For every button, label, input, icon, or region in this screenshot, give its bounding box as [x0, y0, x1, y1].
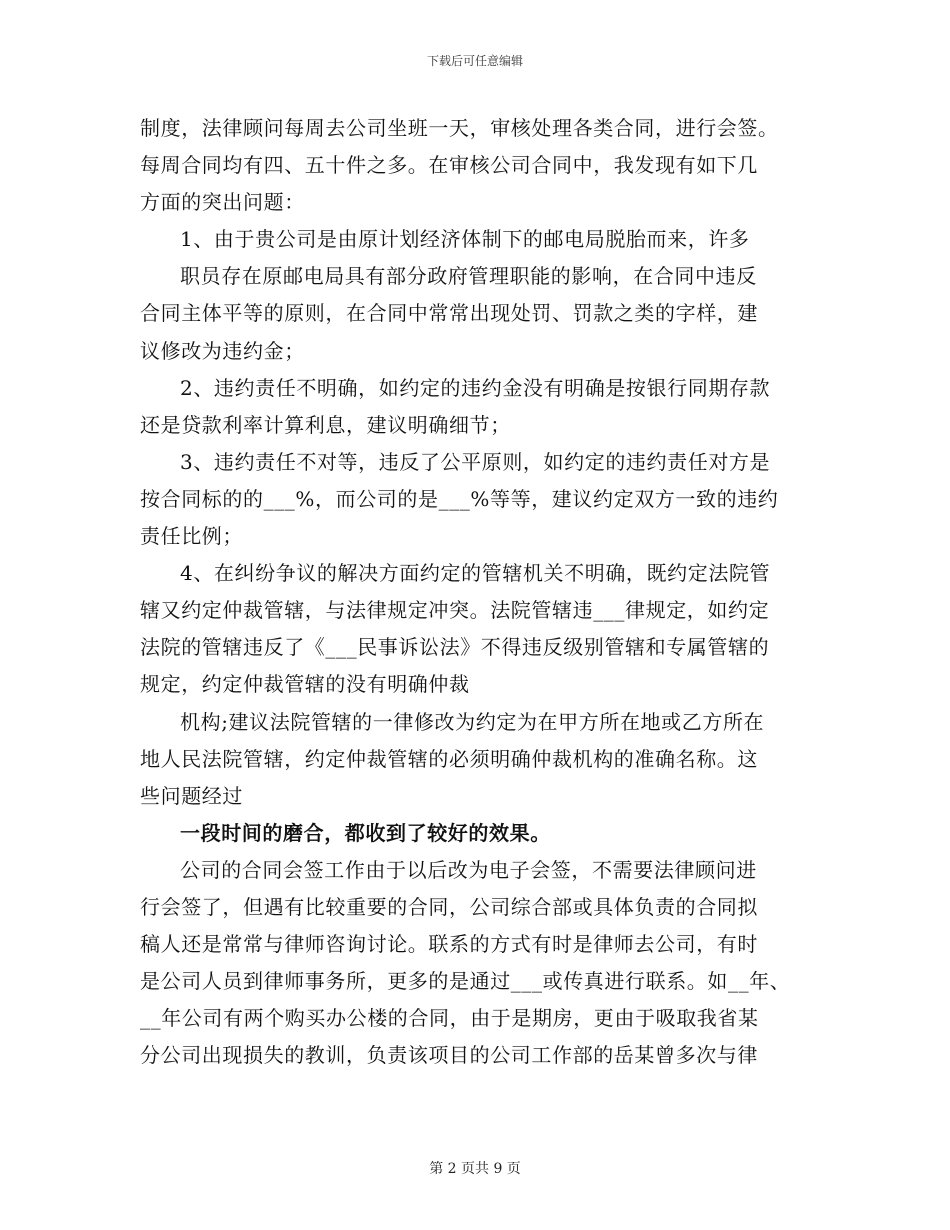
page-number: 第 2 页共 9 页	[429, 1161, 521, 1177]
text-line: 1、由于贵公司是由原计划经济体制下的邮电局脱胎而来，许多	[180, 227, 750, 252]
text-line: 规定，约定仲裁管辖的没有明确仲裁	[140, 672, 470, 697]
text-line: 按合同标的的___%，而公司的是___%等等，建议约定双方一致的违约	[140, 486, 779, 511]
text-line: 行会签了，但遇有比较重要的合同，公司综合部或具体负责的合同拟	[140, 894, 758, 919]
text-line: 些问题经过	[140, 783, 243, 808]
text-line: 稿人还是常常与律师咨询讨论。联系的方式有时是律师去公司，有时	[140, 932, 758, 957]
text-line: 合同主体平等的原则，在合同中常常出现处罚、罚款之类的字样，建	[140, 301, 758, 326]
text-line: 公司的合同会签工作由于以后改为电子会签，不需要法律顾问进	[180, 857, 757, 882]
text-line: 地人民法院管辖，约定仲裁管辖的必须明确仲裁机构的准确名称。这	[140, 746, 758, 771]
text-line: 制度，法律顾问每周去公司坐班一天，审核处理各类合同，进行会签。	[140, 116, 779, 140]
text-line: 机构;建议法院管辖的一律修改为约定为在甲方所在地或乙方所在	[180, 709, 765, 734]
text-line: 职员存在原邮电局具有部分政府管理职能的影响，在合同中违反	[180, 264, 757, 289]
header-note: 下载后可任意编辑	[426, 54, 523, 68]
text-line: 议修改为违约金；	[140, 338, 305, 363]
text-line: 2、违约责任不明确，如约定的违约金没有明确是按银行同期存款	[180, 375, 771, 400]
text-line: 一段时间的磨合，都收到了较好的效果。	[180, 820, 551, 845]
text-line: 4、在纠纷争议的解决方面约定的管辖机关不明确，既约定法院管	[180, 561, 771, 586]
text-line: 责任比例；	[140, 524, 243, 549]
text-line: 分公司出现损失的教训，负责该项目的公司工作部的岳某曾多次与律	[140, 1043, 758, 1068]
text-line: 每周合同均有四、五十件之多。在审核公司合同中，我发现有如下几	[140, 153, 758, 178]
text-line: 方面的突出问题：	[140, 190, 305, 215]
document-body	[140, 110, 830, 1074]
text-line: 辖又约定仲裁管辖，与法律规定冲突。法院管辖违___律规定，如约定	[140, 598, 770, 623]
text-line: 3、违约责任不对等，违反了公平原则，如约定的违约责任对方是	[180, 449, 771, 474]
text-line: 是公司人员到律师事务所，更多的是通过___或传真进行联系。如__年、	[140, 969, 791, 994]
text-line: 还是贷款利率计算利息，建议明确细节；	[140, 412, 511, 437]
text-line: 法院的管辖违反了《___民事诉讼法》不得违反级别管辖和专属管辖的	[140, 635, 770, 660]
text-line: __年公司有两个购买办公楼的合同，由于是期房，更由于吸取我省某	[140, 1006, 759, 1031]
